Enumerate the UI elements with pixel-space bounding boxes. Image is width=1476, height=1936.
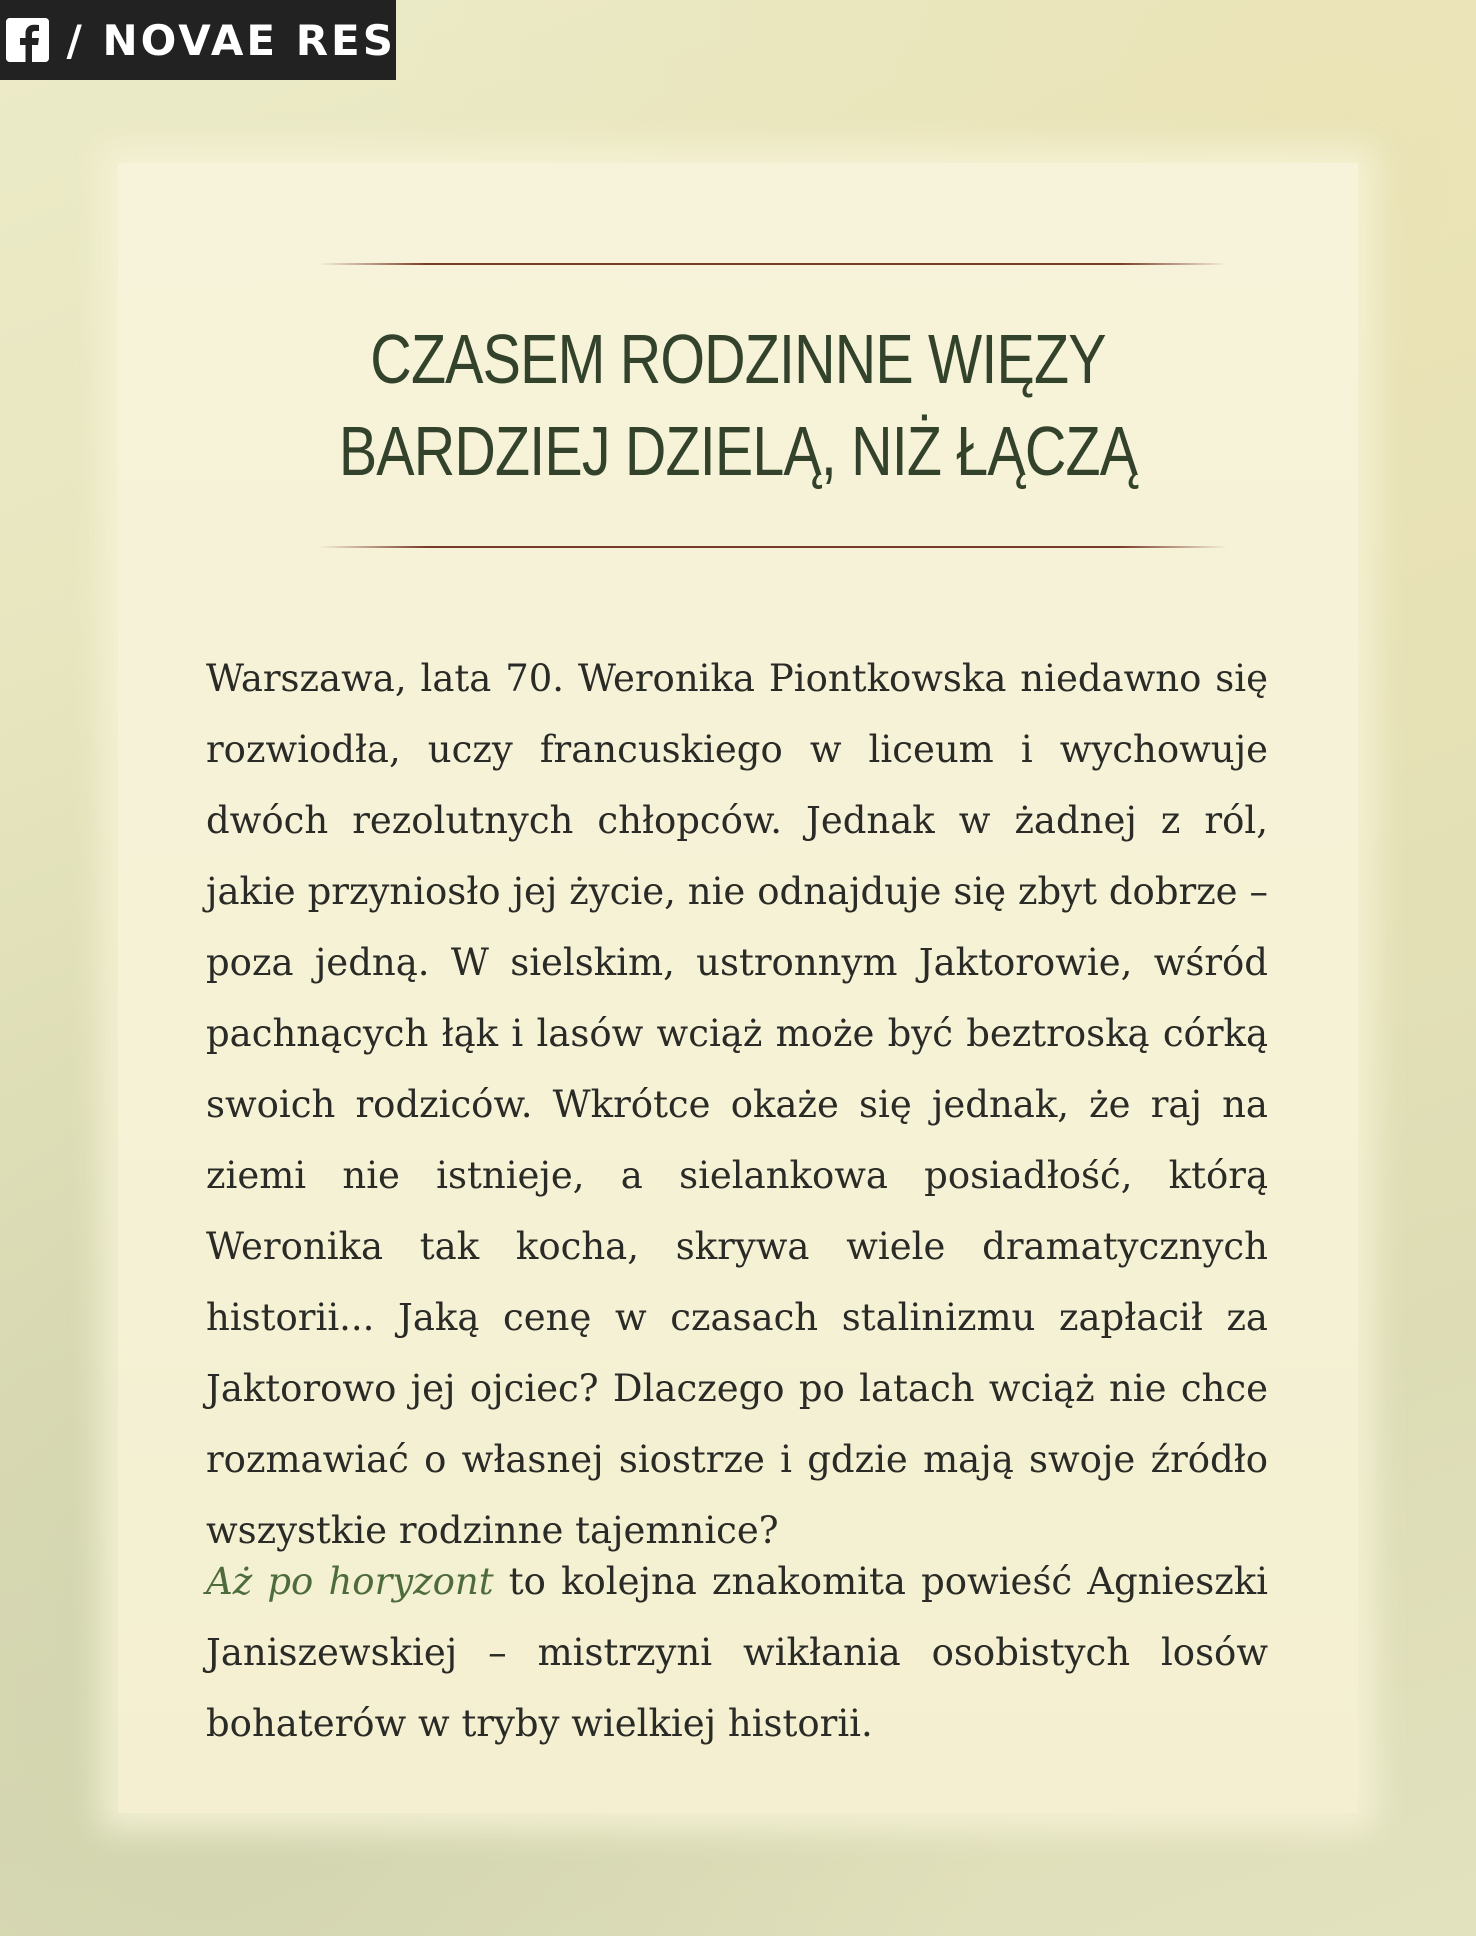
bottom-divider (318, 546, 1228, 548)
description-paragraph-1 (206, 643, 1268, 1566)
headline-line-1: CZASEM RODZINNE WIĘZY (370, 320, 1106, 398)
top-divider (318, 263, 1228, 265)
facebook-icon[interactable] (6, 18, 49, 62)
brand-name[interactable]: / NOVAE RES (66, 15, 396, 65)
cover-panel (118, 163, 1358, 1813)
description-paragraph-2 (206, 1546, 1268, 1759)
brand-bar (0, 0, 396, 80)
paragraph-2-text: to kolejna znakomita powieść Agnieszki Janiszewskiej – mistrzyni wikłania osobistych losów bohaterów w tryby wielkiej historii. (206, 1560, 1268, 1745)
headline-line-2: BARDZIEJ DZIELĄ, NIŻ ŁĄCZĄ (338, 412, 1138, 490)
paragraph-1-text: Warszawa, lata 70. Weronika Piontkowska niedawno się rozwiodła, uczy francuskiego w liceum i wychowuje dwóch rezolutnych chłopców. Jednak w żadnej z ról, jakie przyniosło jej życie, nie odnajduje się zbyt dobrze – poza jedną. W sielskim, ustronnym Jaktorowie, wśród pachnących łąk i lasów wciąż może być beztroską córką swoich rodziców. Wkrótce okaże się jednak, że raj na ziemi nie istnieje, a sielankowa posiadłość, którą Weronika tak kocha, skrywa wiele dramatycznych historii... Jaką cenę w czasach stalinizmu zapłacił za Jaktorowo jej ojciec? Dlaczego po latach wciąż nie chce rozmawiać o własnej siostrze i gdzie mają swoje źródło wszystkie rodzinne tajemnice? (206, 657, 1268, 1552)
headline (230, 313, 1247, 497)
book-title: Aż po horyzont (206, 1560, 494, 1603)
